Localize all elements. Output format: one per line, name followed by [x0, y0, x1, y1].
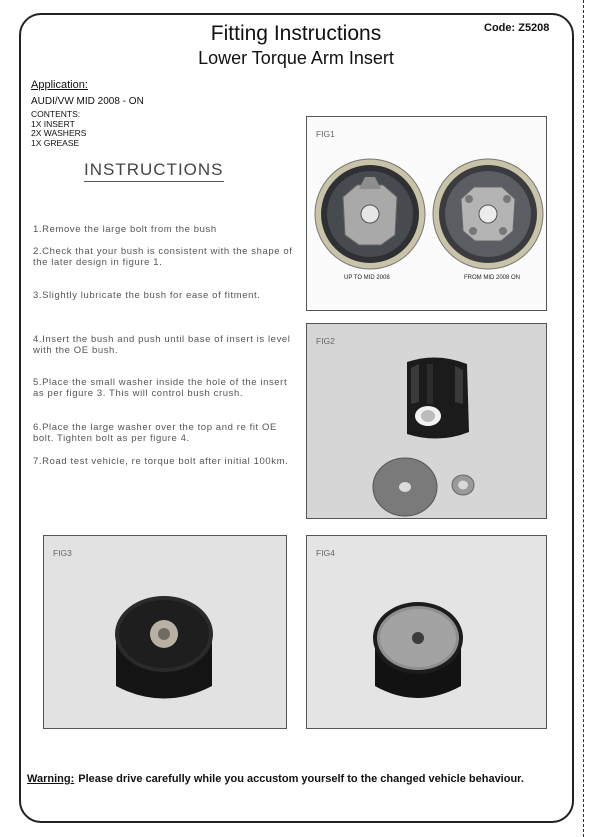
- application-value: AUDI/VW MID 2008 - ON: [31, 96, 144, 107]
- product-code: Code: Z5208: [484, 22, 550, 34]
- large-washer-on-insert-photo: [307, 536, 547, 729]
- figure-3: [43, 535, 287, 729]
- instruction-step: 5.Place the small washer inside the hole of the insert as per figure 3. This will control bush crush.: [33, 377, 288, 399]
- contents-list: [31, 110, 86, 148]
- instruction-step: 2.Check that your bush is consistent with the shape of the later design in figure 1.: [33, 246, 293, 268]
- application-label: Application:: [31, 79, 88, 91]
- instruction-step: 1.Remove the large bolt from the bush: [33, 224, 217, 235]
- instruction-step: 7.Road test vehicle, re torque bolt after initial 100km.: [33, 456, 289, 467]
- instruction-step: 4.Insert the bush and push until base of insert is level with the OE bush.: [33, 334, 291, 356]
- contents-line: 1X INSERT: [31, 118, 75, 129]
- figure-label: FIG2: [316, 336, 335, 346]
- small-washer-in-insert-photo: [44, 536, 287, 729]
- insert-and-washers-photo: [307, 324, 547, 519]
- instruction-step: 6.Place the large washer over the top and re fit OE bolt. Tighten bolt as per figure 4.: [33, 422, 277, 444]
- page-subtitle: Lower Torque Arm Insert: [198, 48, 394, 68]
- warning-note: [27, 773, 524, 785]
- figure-caption-old: UP TO MID 2008: [344, 275, 390, 281]
- figure-caption-new: FROM MID 2008 ON: [464, 275, 521, 281]
- cut-line: [583, 0, 584, 837]
- figure-label: FIG3: [53, 548, 72, 558]
- figure-label: FIG4: [316, 548, 335, 558]
- instructions-heading: INSTRUCTIONS: [84, 160, 224, 182]
- page-title: Fitting Instructions: [210, 22, 382, 45]
- contents-line: 1X GREASE: [31, 137, 80, 148]
- contents-line: 2X WASHERS: [31, 128, 87, 138]
- figure-4: [306, 535, 547, 729]
- figure-label: FIG1: [316, 129, 335, 139]
- figure-2: [306, 323, 547, 519]
- warning-label: Warning:: [27, 773, 75, 785]
- bush-comparison-illustration: [307, 117, 547, 311]
- figure-1: [306, 116, 547, 311]
- contents-line: CONTENTS:: [31, 109, 81, 119]
- warning-text: Please drive carefully while you accustom yourself to the changed vehicle behaviour.: [78, 773, 524, 785]
- instruction-step: 3.Slightly lubricate the bush for ease of fitment.: [33, 290, 261, 301]
